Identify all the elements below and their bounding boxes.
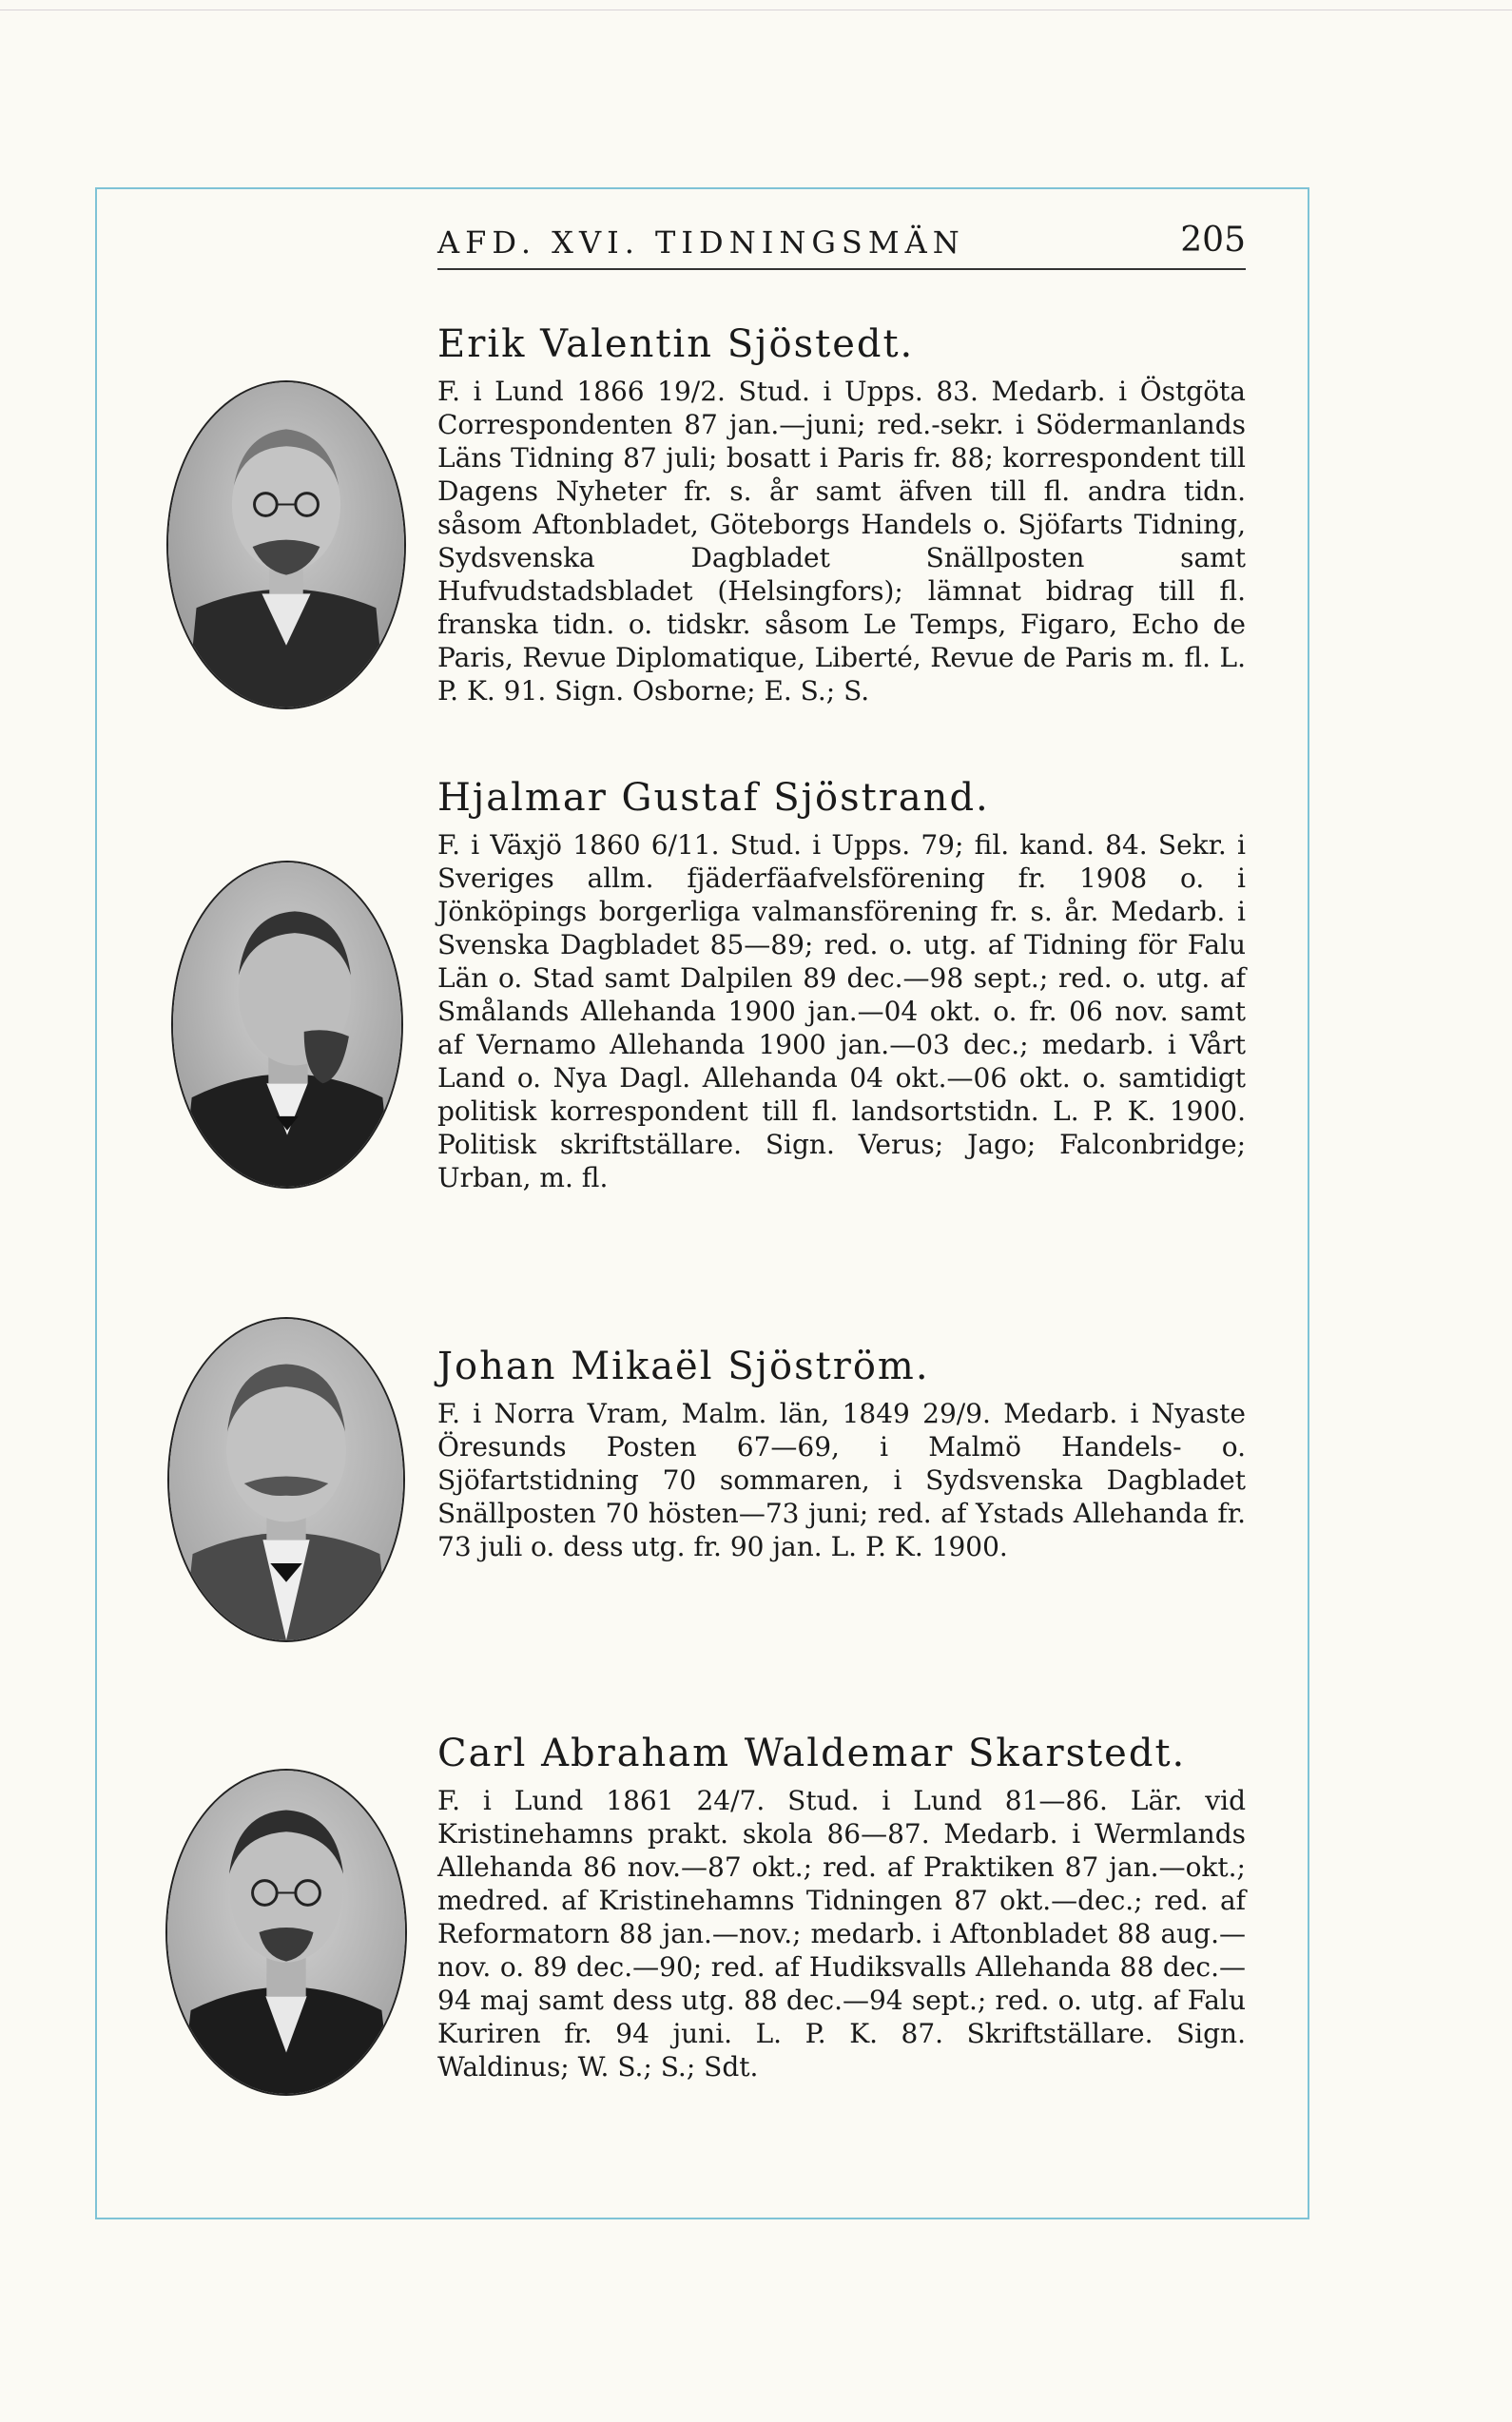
portrait-sjostedt: [166, 380, 406, 709]
header-rule: [437, 268, 1246, 270]
entry-name: Johan Mikaël Sjöström.: [437, 1345, 930, 1388]
entry-text: F. i Norra Vram, Malm. län, 1849 29/9. Medarb. i Nyaste Öresunds Posten 67—69, i Malmö Handels- o. Sjöfartstidning 70 sommaren, i Sydsvenska Dagbladet Snällposten 70 hösten—73 juni; red. af Ystads Allehanda fr. 73 juli o. dess utg. fr. 90 jan. L. P. K. 1900.: [437, 1398, 1246, 1562]
section-title: AFD. XVI. TIDNINGSMÄN: [437, 224, 965, 261]
entry-sjostedt: [437, 321, 1246, 707]
entry-text: F. i Lund 1861 24/7. Stud. i Lund 81—86. Lär. vid Kristinehamns prakt. skola 86—87. Medarb. i Wermlands Allehanda 86 nov.—87 okt.; red. af Praktiken 87 jan.—okt.; medred. af Kristinehamns Tidningen 87 okt.—dec.; red. af Reformatorn 88 jan.—nov.; medarb. i Aftonbladet 88 aug.—nov. o. 89 dec.—90; red. af Hudiksvalls Allehanda 88 dec.—94 maj samt dess utg. 88 dec.—94 sept.; red. o. utg. af Falu Kuriren fr. 94 juni. L. P. K. 87. Skriftställare. Sign. Waldinus; W. S.; S.; Sdt.: [437, 1785, 1246, 2083]
portrait-sjostrand: [171, 861, 403, 1189]
entry-name: Erik Valentin Sjöstedt.: [437, 322, 915, 366]
running-header: [437, 219, 1246, 270]
portrait-skarstedt: [165, 1769, 407, 2096]
entry-name: Carl Abraham Waldemar Skarstedt.: [437, 1732, 1187, 1775]
entry-skarstedt: [437, 1731, 1246, 2083]
entry-text: F. i Växjö 1860 6/11. Stud. i Upps. 79; fil. kand. 84. Sekr. i Sveriges allm. fjäderfäafvelsförening fr. 1908 o. i Jönköpings borgerliga valmansförening fr. s. år. Medarb. i Svenska Dagbladet 85—89; red. o. utg. af Tidning för Falu Län o. Stad samt Dalpilen 89 dec.—98 sept.; red. o. utg. af Smålands Allehanda 1900 jan.—04 okt. o. fr. 06 nov. samt af Vernamo Allehanda 1900 jan.—03 dec.; medarb. i Vårt Land o. Nya Dagl. Allehanda 04 okt.—06 okt. o. samtidigt politisk korrespondent till fl. landsortstidn. L. P. K. 1900. Politisk skriftställare. Sign. Verus; Jago; Falconbridge; Urban, m. fl.: [437, 829, 1246, 1193]
page-number: 205: [1180, 221, 1246, 260]
entry-sjostrom: [437, 1344, 1246, 1563]
entry-text: F. i Lund 1866 19/2. Stud. i Upps. 83. Medarb. i Östgöta Correspondenten 87 jan.—juni; red.-sekr. i Södermanlands Läns Tidning 87 juli; bosatt i Paris fr. 88; korrespondent till Dagens Nyheter fr. s. år samt äfven till fl. andra tidn. såsom Aftonbladet, Göteborgs Handels o. Sjöfarts Tidning, Sydsvenska Dagbladet Snällposten samt Hufvudstadsbladet (Helsingfors); lämnat bidrag till fl. franska tidn. o. tidskr. såsom Le Temps, Figaro, Echo de Paris, Revue Diplomatique, Liberté, Revue de Paris m. fl. L. P. K. 91. Sign. Osborne; E. S.; S.: [437, 376, 1246, 707]
entry-sjostrand: [437, 775, 1246, 1194]
portrait-sjostrom: [167, 1317, 405, 1642]
entry-name: Hjalmar Gustaf Sjöstrand.: [437, 776, 990, 820]
